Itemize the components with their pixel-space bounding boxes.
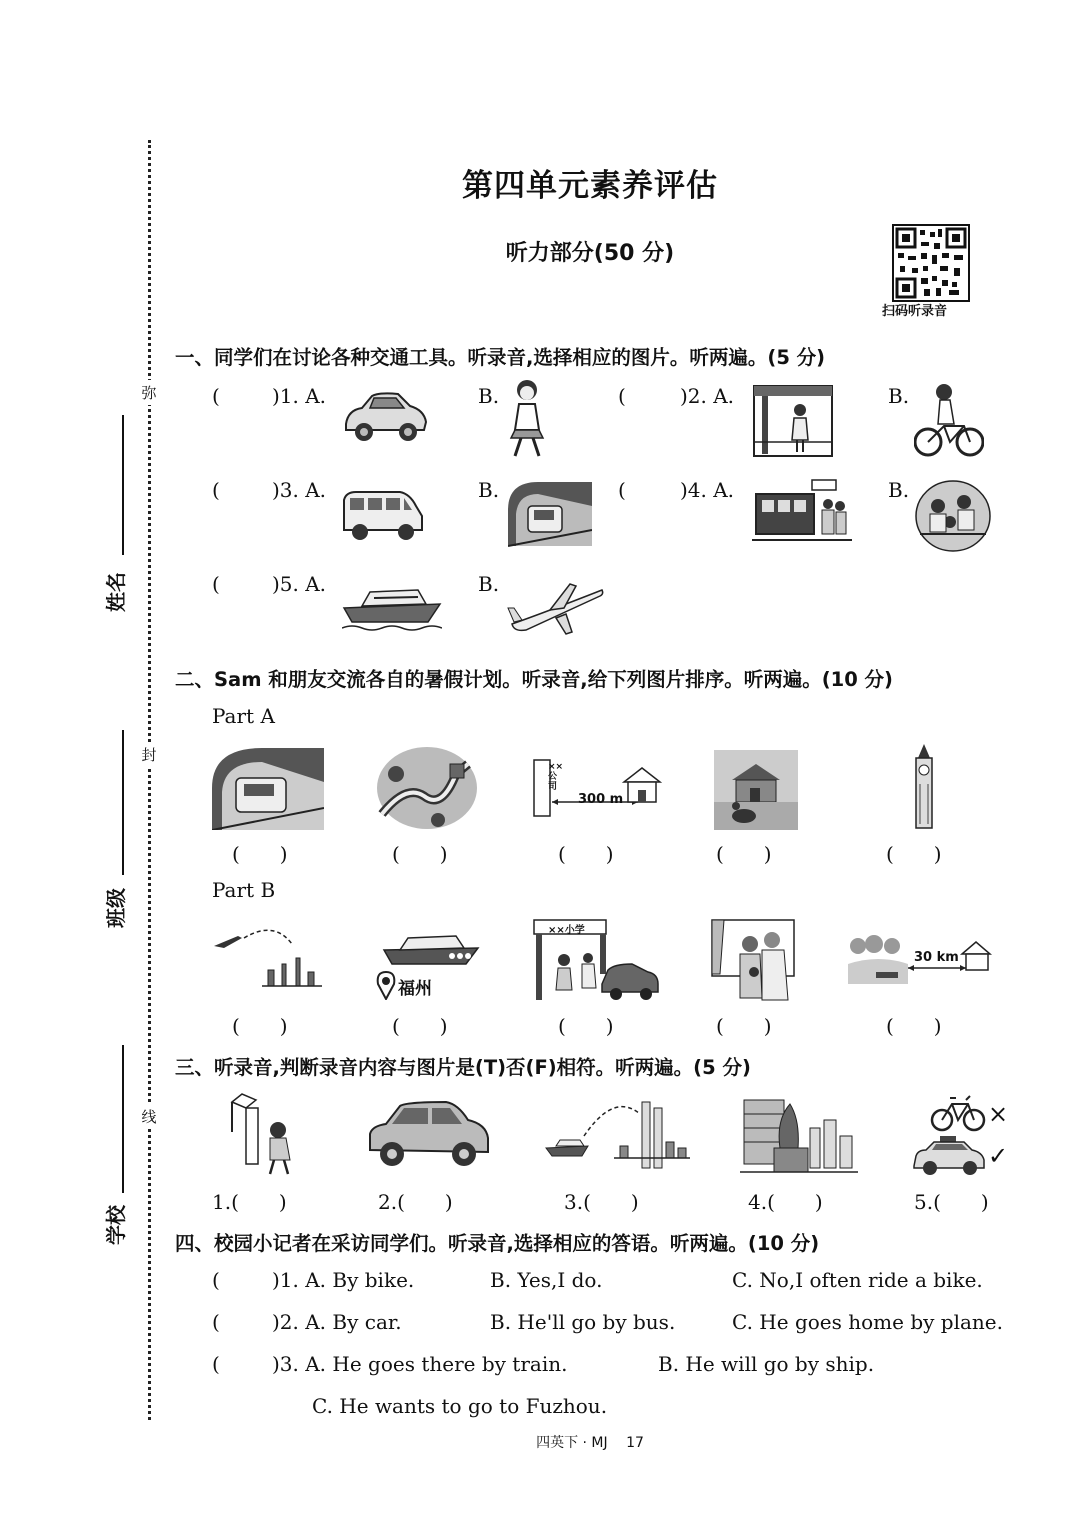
school-rule [122, 1045, 124, 1193]
q4-1-option-b: B. Yes,I do. [490, 1268, 603, 1292]
binding-mark-xian: 线 [140, 1104, 158, 1129]
distance-30km-label: 30 km [914, 950, 959, 965]
section3-heading: 三、听录音,判断录音内容与图片是(T)否(F)相符。听两遍。(5 分) [175, 1056, 751, 1079]
q3-option-b: B. [478, 478, 500, 502]
q2-number-a: )2. A. [680, 384, 735, 408]
binding-mark-mi: 弥 [140, 380, 158, 405]
bicycle-icon [930, 1092, 986, 1136]
family-home-icon [710, 918, 796, 1006]
answer-paren-open[interactable]: ( [212, 384, 220, 408]
subway-icon [508, 480, 592, 552]
q3-number-a: )3. A. [272, 478, 327, 502]
section1-heading: 一、同学们在讨论各种交通工具。听录音,选择相应的图片。听两遍。(5 分) [175, 346, 826, 369]
q5-option-b: B. [478, 572, 500, 596]
school-label: 学校 [104, 1205, 128, 1245]
class-rule [122, 730, 124, 875]
ship-to-city-icon [544, 1098, 690, 1176]
section2-heading: 二、Sam 和朋友交流各自的暑假计划。听录音,给下列图片排序。听两遍。(10 分) [175, 668, 893, 691]
answer-paren[interactable]: ( ) [716, 1014, 772, 1038]
answer-paren-open[interactable]: ( [618, 478, 626, 502]
answer-paren[interactable]: ( ) [558, 842, 614, 866]
q4-1-option-a: )1. A. By bike. [272, 1268, 415, 1292]
tf-answer-5[interactable]: 5.( ) [914, 1190, 989, 1214]
car-icon [340, 388, 430, 450]
part-b-label: Part B [212, 878, 276, 902]
tf-answer-4[interactable]: 4.( ) [748, 1190, 823, 1214]
ship-icon [342, 580, 442, 636]
great-wall-icon [376, 744, 478, 834]
answer-paren-open[interactable]: ( [212, 1268, 220, 1292]
subway-tunnel-icon [212, 748, 324, 834]
answer-paren[interactable]: ( ) [392, 1014, 448, 1038]
q4-2-option-c: C. He goes home by plane. [732, 1310, 1003, 1334]
cross-mark-icon: × [988, 1100, 1009, 1128]
tf-answer-2[interactable]: 2.( ) [378, 1190, 453, 1214]
farm-house-icon [714, 750, 798, 834]
train-station-icon [752, 478, 852, 554]
tf-label-1: 1.( [212, 1190, 239, 1214]
name-label: 姓名 [104, 572, 128, 612]
answer-paren[interactable]: ( ) [558, 1014, 614, 1038]
q1-option-b: B. [478, 384, 500, 408]
plane-to-city-icon [212, 924, 324, 994]
tf-label-3: 3.( [564, 1190, 591, 1214]
walking-girl-icon [505, 378, 549, 464]
school-label-sign: ××小学 [548, 925, 585, 936]
answer-paren-open[interactable]: ( [618, 384, 626, 408]
answer-paren[interactable]: ( ) [232, 842, 288, 866]
section4-heading: 四、校园小记者在采访同学们。听录音,选择相应的答语。听两遍。(10 分) [175, 1232, 820, 1255]
van-icon [340, 486, 426, 548]
school-sign-boy-icon [228, 1092, 298, 1180]
answer-paren-open[interactable]: ( [212, 1310, 220, 1334]
qr-caption: 扫码听录音 [882, 304, 948, 319]
page-footer: 四英下 · MJ 17 [536, 1435, 644, 1451]
answer-paren[interactable]: ( ) [392, 842, 448, 866]
suv-car-icon [366, 1098, 492, 1174]
name-rule [122, 415, 124, 555]
binding-mark-feng: 封 [140, 742, 158, 767]
company-label: ××公司 [548, 762, 564, 792]
cycling-girl-icon [914, 380, 984, 464]
q4-number-a: )4. A. [680, 478, 735, 502]
q4-1-option-c: C. No,I often ride a bike. [732, 1268, 983, 1292]
answer-paren-open[interactable]: ( [212, 1352, 220, 1376]
q4-3-option-b: B. He will go by ship. [658, 1352, 875, 1376]
page-subtitle: 听力部分(50 分) [505, 241, 675, 266]
plane-icon [506, 578, 606, 640]
answer-paren-open[interactable]: ( [212, 478, 220, 502]
tf-label-2: 2.( [378, 1190, 405, 1214]
answer-paren[interactable]: ( ) [886, 842, 942, 866]
location-pin-icon [376, 970, 396, 1004]
ship-fuzhou-icon [382, 930, 480, 974]
q5-number-a: )5. A. [272, 572, 327, 596]
bus-stop-girl-icon [752, 384, 834, 464]
binding-dotted-line [148, 140, 151, 1420]
monument-city-icon [740, 1090, 858, 1180]
fuzhou-label: 福州 [398, 979, 432, 999]
q4-2-option-b: B. He'll go by bus. [490, 1310, 676, 1334]
answer-paren[interactable]: ( ) [232, 1014, 288, 1038]
q4-option-b: B. [888, 478, 910, 502]
page-title: 第四单元素养评估 [462, 168, 718, 204]
q2-option-b: B. [888, 384, 910, 408]
clock-tower-icon [908, 744, 940, 834]
taxi-car-icon [912, 1136, 986, 1180]
family-in-car-icon [914, 476, 992, 558]
tf-label-5: 5.( [914, 1190, 941, 1214]
distance-300m-label: 300 m [578, 792, 624, 807]
answer-paren[interactable]: ( ) [886, 1014, 942, 1038]
class-label: 班级 [104, 888, 128, 928]
part-a-label: Part A [212, 704, 275, 728]
q4-3-option-a: )3. A. He goes there by train. [272, 1352, 568, 1376]
tf-answer-3[interactable]: 3.( ) [564, 1190, 639, 1214]
q4-2-option-a: )2. A. By car. [272, 1310, 402, 1334]
check-mark-icon: ✓ [988, 1142, 1009, 1170]
tf-answer-1[interactable]: 1.( ) [212, 1190, 287, 1214]
q4-3-option-c: C. He wants to go to Fuzhou. [312, 1394, 608, 1418]
answer-paren-open[interactable]: ( [212, 572, 220, 596]
qr-code-icon [892, 224, 970, 302]
tf-label-4: 4.( [748, 1190, 775, 1214]
q1-number-a: )1. A. [272, 384, 327, 408]
answer-paren[interactable]: ( ) [716, 842, 772, 866]
